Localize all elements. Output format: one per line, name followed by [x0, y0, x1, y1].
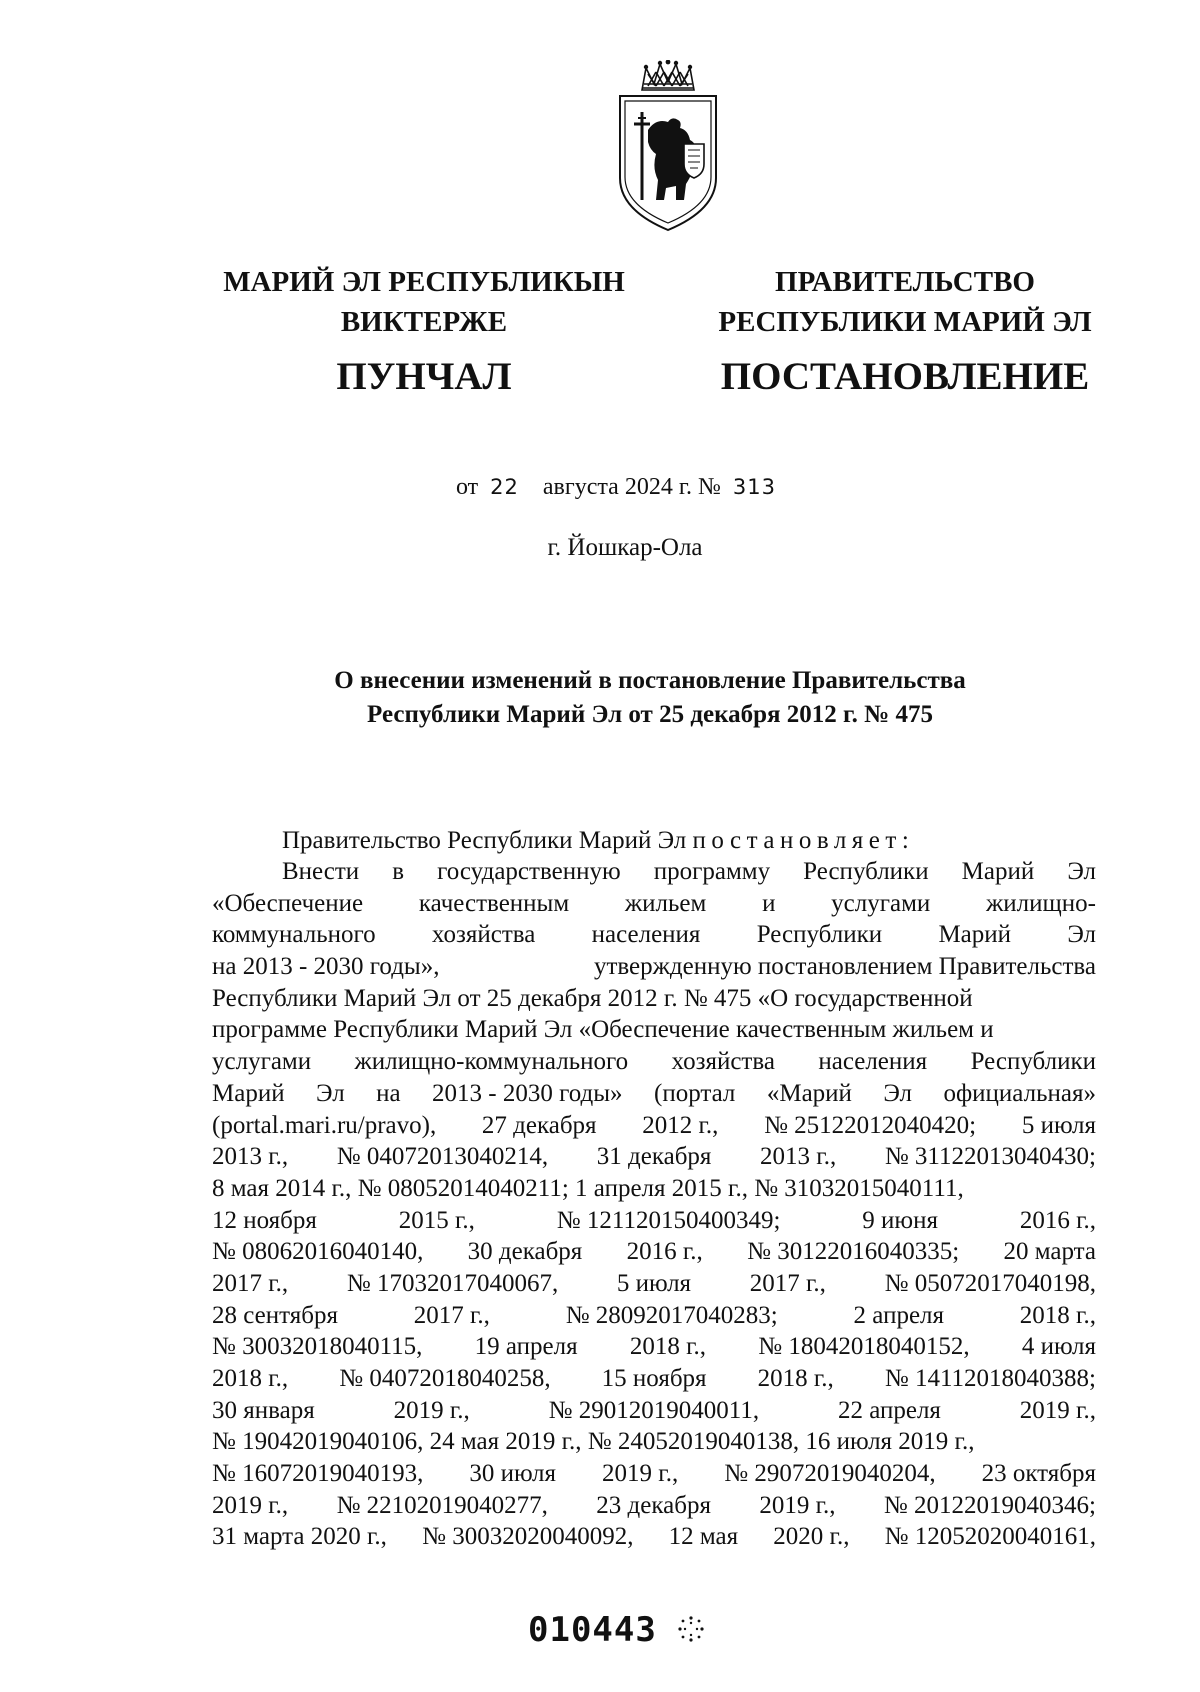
body-word: на 2013 - 2030 годы», — [212, 953, 440, 981]
body-word: 2017 г., — [413, 1301, 490, 1329]
body-word: услугами — [212, 1048, 312, 1076]
body-word: № 31122013040430; — [884, 1143, 1096, 1171]
body-word: 12 мая — [668, 1523, 739, 1551]
body-line — [212, 1426, 1096, 1458]
body-line — [212, 1173, 1096, 1205]
body-word: 2013 г., — [212, 1143, 289, 1171]
body-word: Эл — [1067, 858, 1096, 885]
body-word: «Марий — [766, 1079, 852, 1107]
body-word: Республики — [970, 1048, 1096, 1076]
body-line — [212, 1331, 1096, 1363]
body-word: государственную — [437, 858, 621, 885]
header-mari-block — [208, 262, 640, 400]
body-line — [212, 888, 1096, 920]
body-word: 2013 - 2030 годы» — [432, 1079, 623, 1107]
body-word: 2019 г., — [212, 1491, 289, 1519]
body-word: программу — [653, 858, 771, 885]
body-word: 31 декабря — [596, 1143, 712, 1171]
body-word: 2018 г., — [757, 1365, 834, 1392]
body-line — [212, 1395, 1096, 1427]
document-number: 313 — [732, 475, 776, 499]
body-word: на — [376, 1079, 401, 1107]
body-word: № 05072017040198, — [884, 1269, 1096, 1297]
body-word: 2015 г., — [398, 1206, 475, 1234]
body-line — [212, 951, 1096, 983]
body-word: № 19042019040106, 24 мая 2019 г., № 24052019040138, 16 июля 2019 г., — [212, 1428, 975, 1456]
body-word: 8 мая 2014 г., № 08052014040211; 1 апреля 2015 г., № 31032015040111, — [212, 1174, 964, 1202]
body-line — [212, 1014, 1096, 1046]
body-word: 20 марта — [1003, 1238, 1096, 1266]
title-line1: О внесении изменений в постановление Правительства — [334, 667, 966, 694]
org-name-mari-line2: ВИКТЕРЖЕ — [340, 306, 508, 338]
dotted-star-icon — [676, 1614, 706, 1644]
body-word: 2018 г., — [1019, 1301, 1096, 1329]
body-word: № 25122012040420; — [764, 1111, 977, 1139]
body-line — [212, 1046, 1096, 1078]
body-word: № 17032017040067, — [346, 1269, 559, 1297]
body-word: хозяйства — [431, 921, 536, 949]
body-word: 2018 г., — [629, 1333, 707, 1361]
body-word: 12 ноября — [212, 1206, 317, 1234]
body-word: 9 июня — [862, 1206, 938, 1234]
body-word: «Обеспечение — [212, 889, 364, 917]
body-word: программе Республики Марий Эл «Обеспечение качественным жильем и — [212, 1016, 994, 1044]
body-word: 2013 г., — [760, 1143, 837, 1171]
body-word: 2019 г., — [1019, 1396, 1096, 1424]
body-word: 30 декабря — [467, 1238, 583, 1266]
date-prefix: от — [456, 474, 479, 500]
body-word: № 08062016040140, — [212, 1238, 424, 1266]
body-word: 2018 г., — [212, 1365, 289, 1392]
body-word: Марий — [961, 858, 1035, 885]
body-word: 19 апреля — [474, 1333, 578, 1361]
header-russian-block — [700, 262, 1110, 400]
body-word: 5 июля — [1021, 1111, 1096, 1139]
body-word: № 28092017040283; — [565, 1301, 778, 1329]
org-name-mari-line1: МАРИЙ ЭЛ РЕСПУБЛИКЫН — [223, 266, 625, 298]
body-word: 23 октября — [981, 1460, 1096, 1488]
org-name-line2: РЕСПУБЛИКИ МАРИЙ ЭЛ — [718, 306, 1092, 338]
document-title — [200, 664, 1100, 732]
body-word: Республики — [803, 858, 929, 885]
body-word: 2017 г., — [212, 1269, 289, 1297]
body-word: жильем — [624, 889, 707, 917]
body-word: № 30032018040115, — [212, 1333, 423, 1361]
intro-subject: Правительство Республики Марий Эл — [282, 827, 687, 854]
body-line — [212, 856, 1096, 888]
body-line — [212, 1490, 1096, 1522]
body-word: № 29072019040204, — [724, 1460, 936, 1488]
body-line — [212, 1363, 1096, 1395]
body-word: жилищно- — [986, 889, 1096, 917]
body-word: № 121120150400349; — [556, 1206, 781, 1234]
body-word: 2016 г., — [626, 1238, 703, 1266]
body-word: качественным — [418, 889, 570, 917]
intro-verb: постановляет: — [692, 827, 915, 854]
mari-el-coat-of-arms-icon — [612, 60, 724, 234]
doc-type: ПОСТАНОВЛЕНИЕ — [720, 355, 1090, 398]
body-line — [212, 1521, 1096, 1553]
body-word: № 18042018040152, — [758, 1333, 970, 1361]
body-word: 2017 г., — [749, 1269, 826, 1297]
body-line — [212, 1300, 1096, 1332]
date-line — [456, 474, 776, 501]
body-word: 2016 г., — [1019, 1206, 1096, 1234]
body-word: Республики — [756, 921, 883, 949]
org-name-line1: ПРАВИТЕЛЬСТВО — [775, 266, 1035, 298]
body-word: 30 января — [212, 1396, 315, 1424]
body-word: официальная» — [943, 1079, 1096, 1107]
body-word: № 04072018040258, — [339, 1365, 551, 1392]
body-word: 2 апреля — [853, 1301, 945, 1329]
body-word: 28 сентября — [212, 1301, 338, 1329]
body-word: и — [762, 889, 776, 917]
body-word: 2019 г., — [602, 1460, 679, 1488]
date-month-year: августа 2024 г. № — [542, 474, 721, 500]
body-word: № 16072019040193, — [212, 1460, 424, 1488]
body-word: 2019 г., — [759, 1491, 836, 1519]
title-line2: Республики Марий Эл от 25 декабря 2012 г. № 475 — [367, 701, 933, 728]
body-word: 30 июля — [469, 1460, 557, 1488]
body-word: № 22102019040277, — [336, 1491, 548, 1519]
body-word: Внести — [282, 858, 360, 885]
body-word: 22 апреля — [837, 1396, 941, 1424]
body-word: Эл — [1067, 921, 1096, 949]
city: г. Йошкар-Ола — [547, 534, 703, 561]
body-word: 23 декабря — [596, 1491, 711, 1519]
body-word: утвержденную постановлением Правительства — [593, 953, 1096, 981]
body-word: № 30122016040335; — [747, 1238, 960, 1266]
body-word: 4 июля — [1021, 1333, 1096, 1361]
body-word: 5 июля — [616, 1269, 692, 1297]
body-word: 15 ноября — [601, 1365, 707, 1392]
serial-number: 010443 — [528, 1610, 657, 1650]
body-word: 2020 г., — [773, 1523, 850, 1551]
body-word: № 12052020040161, — [884, 1523, 1096, 1551]
body-word: 27 декабря — [481, 1111, 597, 1139]
body-line — [212, 983, 1096, 1015]
body-line — [212, 1268, 1096, 1300]
date-day: 22 — [490, 475, 519, 499]
body-word: хозяйства — [671, 1048, 775, 1076]
body-word: № 20122019040346; — [883, 1491, 1096, 1519]
doc-type-mari: ПУНЧАЛ — [336, 355, 512, 398]
body-word: 2012 г., — [642, 1111, 719, 1139]
body-word: (portal.mari.ru/pravo), — [212, 1111, 437, 1139]
body-word: Республики Марий Эл от 25 декабря 2012 г. № 475 «О государственной — [212, 984, 973, 1012]
body-word: 31 марта 2020 г., — [212, 1523, 387, 1551]
body-word: коммунального — [212, 921, 376, 949]
body-word: Эл — [883, 1079, 913, 1107]
body-word: населения — [818, 1048, 928, 1076]
body-word: жилищно-коммунального — [354, 1048, 629, 1076]
body-word: (портал — [654, 1079, 736, 1107]
body-word: населения — [591, 921, 701, 949]
body-word: № 29012019040011, — [548, 1396, 760, 1424]
body-word: Марий — [938, 921, 1012, 949]
body-word: Марий — [212, 1079, 285, 1107]
body-word: № 04072013040214, — [336, 1143, 549, 1171]
body-text — [212, 856, 1096, 1553]
body-line — [212, 1205, 1096, 1237]
body-line — [212, 1078, 1096, 1110]
body-line — [212, 1236, 1096, 1268]
body-word: № 30032020040092, — [422, 1523, 634, 1551]
body-word: Эл — [316, 1079, 345, 1107]
body-line — [212, 1458, 1096, 1490]
body-line — [212, 1141, 1096, 1173]
body-word: 2019 г., — [393, 1396, 470, 1424]
body-word: № 14112018040388; — [884, 1365, 1096, 1392]
body-line — [212, 1110, 1096, 1142]
intro-line — [282, 827, 914, 855]
body-line — [212, 919, 1096, 951]
body-word: в — [392, 858, 405, 885]
body-word: услугами — [831, 889, 931, 917]
